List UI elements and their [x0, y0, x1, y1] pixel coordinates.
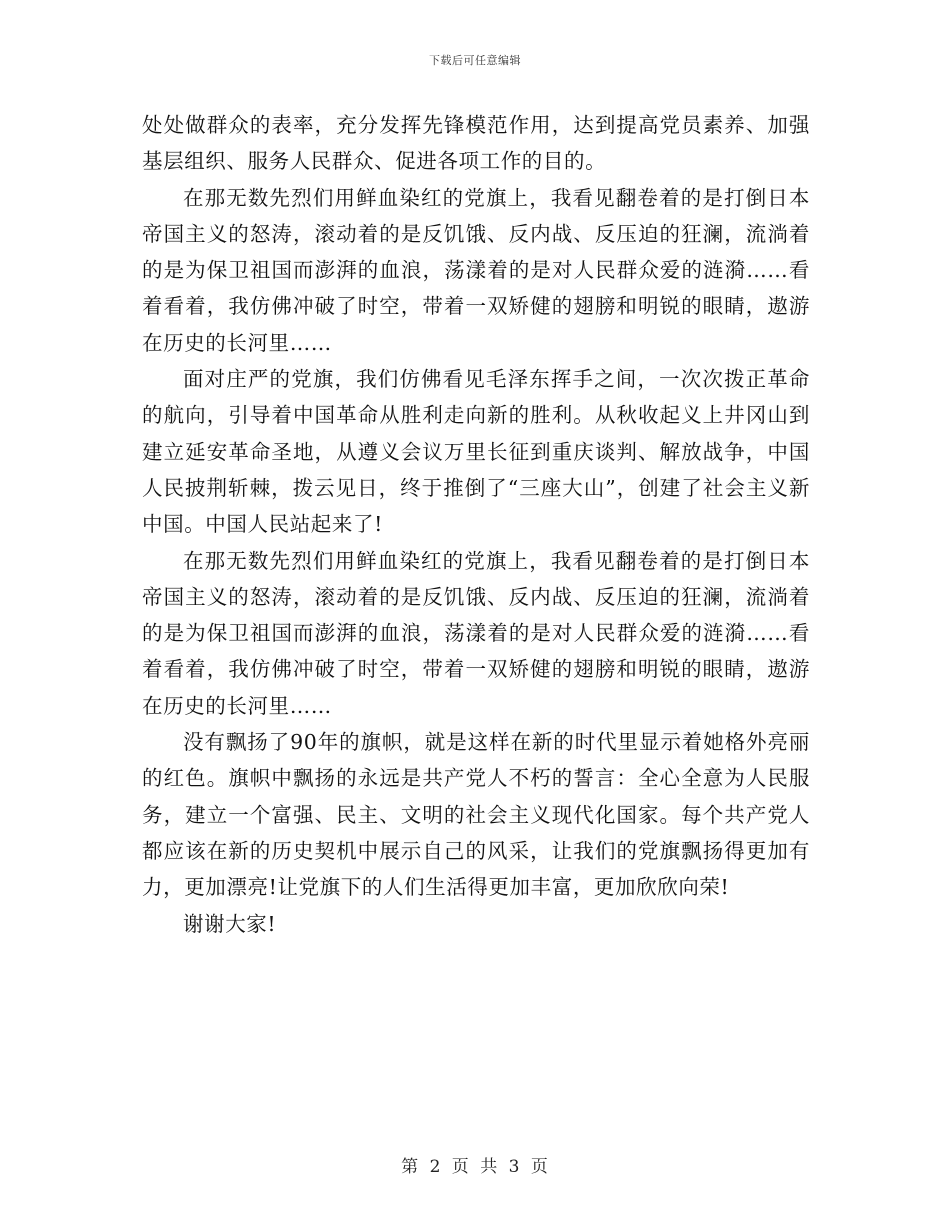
paragraph-continuation: 处处做群众的表率，充分发挥先锋模范作用，达到提高党员素养、加强基层组织、服务人民群众、促进各项工作的目的。	[142, 113, 810, 174]
body-text	[142, 107, 810, 942]
page-header-note: 下载后可任意编辑	[429, 54, 521, 67]
closing-line: 谢谢大家!	[183, 911, 277, 936]
paragraph: 在那无数先烈们用鲜血染红的党旗上，我看见翻卷着的是打倒日本帝国主义的怒涛，滚动着的是反饥饿、反内战、反压迫的狂澜，流淌着的是为保卫祖国而澎湃的血浪，荡漾着的是对人民群众爱的涟漪……看着看着，我仿佛冲破了时空，带着一双矫健的翅膀和明锐的眼睛，遨游在历史的长河里……	[142, 185, 810, 355]
paragraph: 面对庄严的党旗，我们仿佛看见毛泽东挥手之间，一次次拨正革命的航向，引导着中国革命从胜利走向新的胜利。从秋收起义上井冈山到建立延安革命圣地，从遵义会议万里长征到重庆谈判、解放战争，中国人民披荆斩棘，拨云见日，终于推倒了“三座大山”，创建了社会主义新中国。中国人民站起来了!	[142, 367, 810, 537]
page-number-footer: 第 2 页 共 3 页	[401, 1157, 549, 1177]
paragraph: 没有飘扬了90年的旗帜，就是这样在新的时代里显示着她格外亮丽的红色。旗帜中飘扬的永远是共产党人不朽的誓言：全心全意为人民服务，建立一个富强、民主、文明的社会主义现代化国家。每个共产党人都应该在新的历史契机中展示自己的风采，让我们的党旗飘扬得更加有力，更加漂亮!让党旗下的人们生活得更加丰富，更加欣欣向荣!	[142, 730, 810, 900]
paragraph: 在那无数先烈们用鲜血染红的党旗上，我看见翻卷着的是打倒日本帝国主义的怒涛，滚动着的是反饥饿、反内战、反压迫的狂澜，流淌着的是为保卫祖国而澎湃的血浪，荡漾着的是对人民群众爱的涟漪……看着看着，我仿佛冲破了时空，带着一双矫健的翅膀和明锐的眼睛，遨游在历史的长河里……	[142, 548, 810, 718]
